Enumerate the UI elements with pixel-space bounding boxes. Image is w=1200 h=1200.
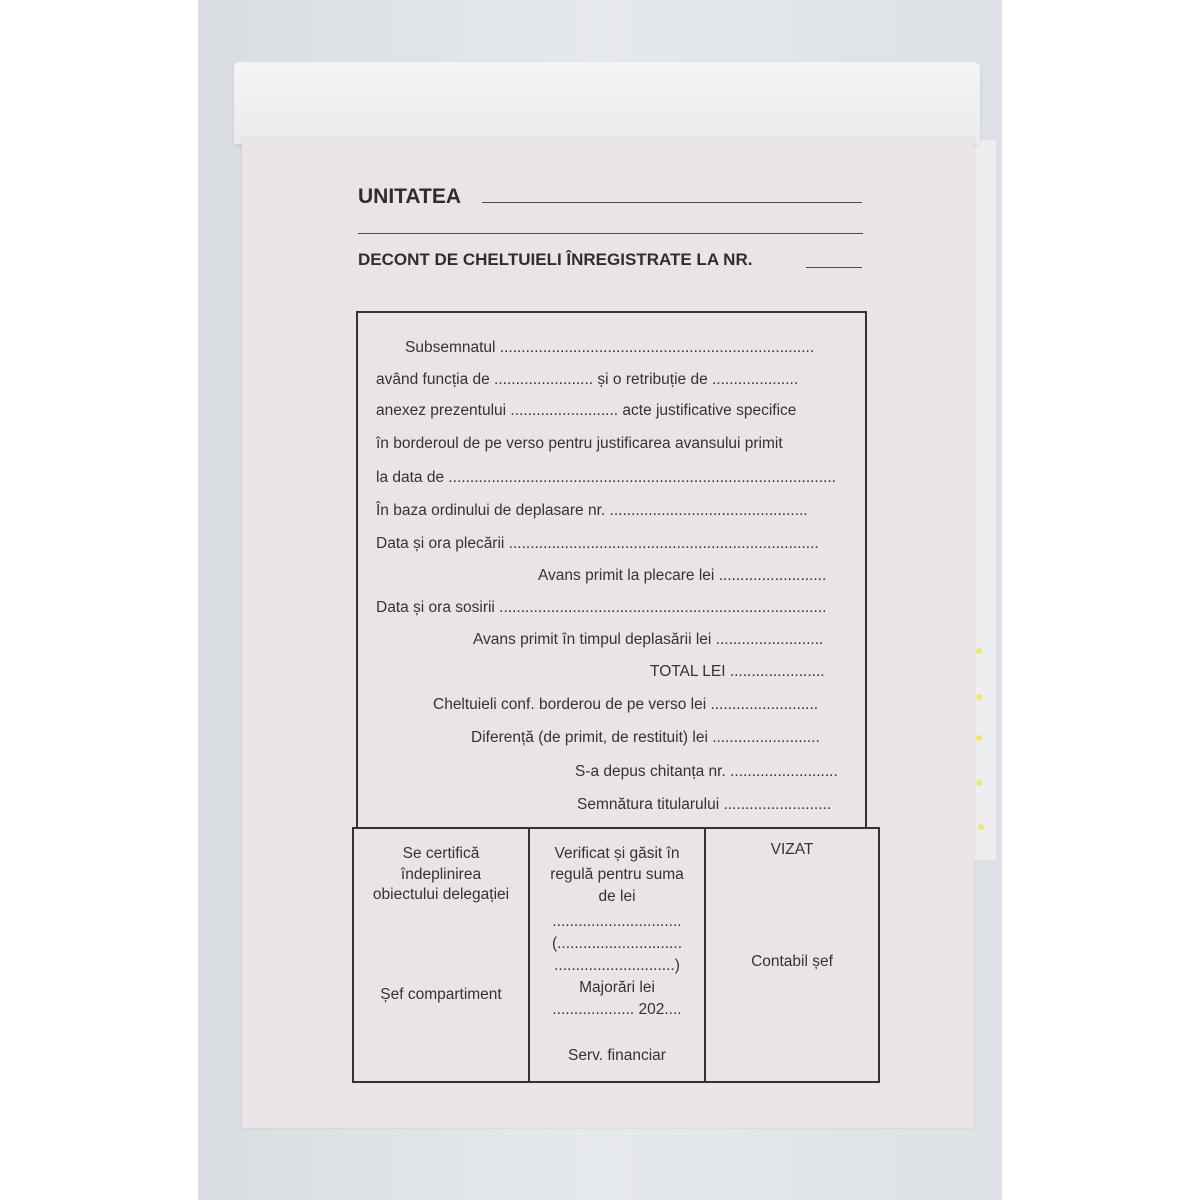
carbon-dot — [976, 780, 982, 786]
unit-label: UNITATEA — [358, 185, 462, 208]
pad-binding — [234, 62, 980, 144]
form-row: Semnătura titularului ......................... — [577, 796, 832, 813]
certification-line: îndeplinirea — [400, 866, 482, 883]
verification-line: de lei — [598, 888, 636, 905]
verification-line: regulă pentru suma — [550, 866, 684, 883]
year-line: ................... 202.... — [552, 1001, 682, 1018]
verification-cell — [530, 829, 706, 1081]
form-row: la data de .......................................................................................... — [376, 469, 836, 486]
carbon-dot — [978, 824, 984, 830]
form-row: anexez prezentului ......................... acte justificative specifice — [376, 402, 797, 419]
certification-line: obiectului delegației — [372, 886, 510, 903]
unit-line — [482, 202, 862, 203]
finance-service-label: Serv. financiar — [568, 1047, 666, 1064]
approval-table — [352, 827, 880, 1083]
form-row: Subsemnatul ......................................................................... — [405, 339, 815, 356]
amount-line: ............................) — [554, 957, 680, 974]
unit-line-2 — [358, 233, 863, 234]
department-head-label: Șef compartiment — [380, 986, 502, 1003]
form-row: în borderoul de pe verso pentru justificarea avansului primit — [376, 435, 783, 452]
form-row: Avans primit în timpul deplasării lei ......................... — [473, 631, 824, 648]
carbon-dot — [976, 648, 982, 654]
certification-cell — [354, 829, 530, 1081]
form-row: Data și ora plecării ........................................................................ — [376, 535, 819, 552]
verification-line: Verificat și găsit în — [554, 845, 680, 862]
certification-line: Se certifică — [402, 845, 480, 862]
amount-line: (............................. — [551, 935, 683, 952]
carbon-dot — [976, 735, 982, 741]
form-row: Cheltuieli conf. borderou de pe verso lei ......................... — [433, 696, 819, 713]
approved-label: VIZAT — [770, 841, 814, 858]
form-row: Diferență (de primit, de restituit) lei ......................... — [471, 729, 820, 746]
chief-accountant-label: Contabil șef — [751, 953, 833, 970]
form-row: S-a depus chitanța nr. ......................... — [575, 763, 838, 780]
surcharge-label: Majorări lei — [579, 979, 655, 996]
form-row: În baza ordinului de deplasare nr. .............................................. — [376, 502, 808, 519]
form-row: Avans primit la plecare lei ......................... — [538, 567, 827, 584]
document-title: DECONT DE CHELTUIELI ÎNREGISTRATE LA NR. — [358, 250, 753, 269]
approval-cell — [706, 829, 878, 1081]
carbon-dot — [976, 694, 982, 700]
form-row: Data și ora sosirii ............................................................................ — [376, 599, 827, 616]
form-row: TOTAL LEI ...................... — [650, 663, 825, 680]
form-row: având funcția de ....................... și o retribuție de .................... — [376, 371, 799, 388]
amount-line: .............................. — [552, 913, 682, 930]
number-line — [806, 267, 862, 268]
